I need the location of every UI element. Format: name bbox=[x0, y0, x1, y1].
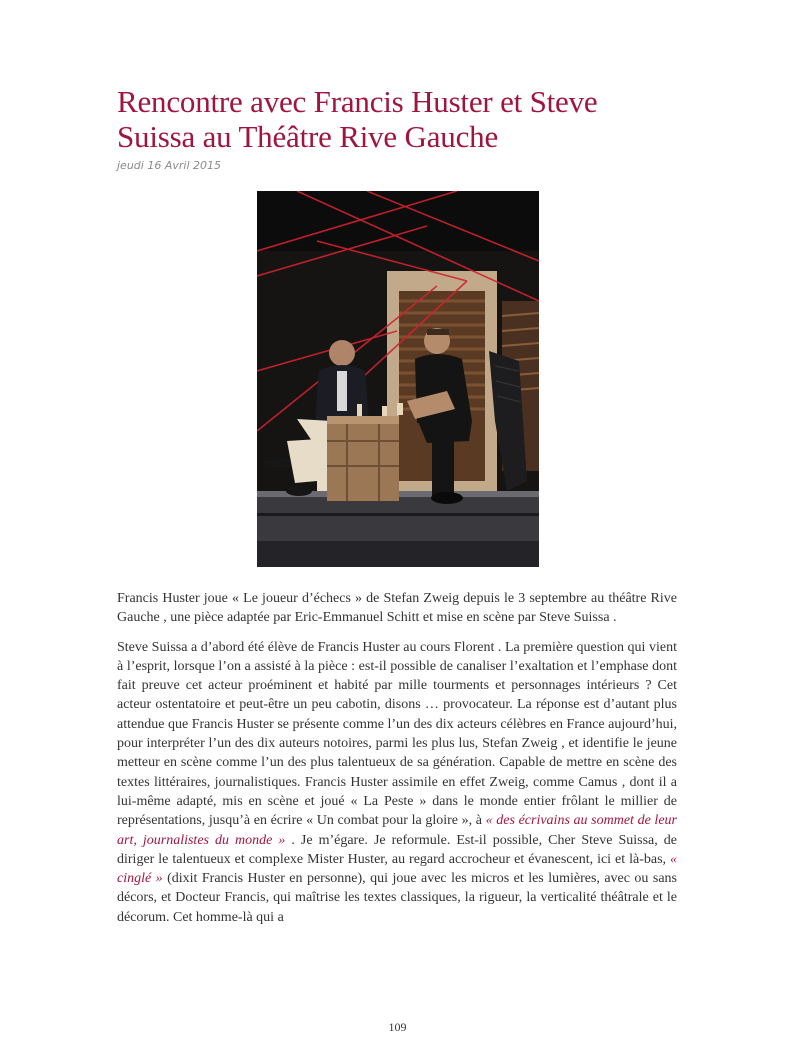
quote-cingle: « cinglé » bbox=[117, 851, 677, 887]
article-body bbox=[117, 589, 677, 937]
paragraph-1: Francis Huster joue « Le joueur d’échecs » de Stefan Zweig depuis le 3 septembre au théâtre Rive Gauche , une pièce adaptée par Eric-Emmanuel Schitt et mise en scène par Steve Suissa . bbox=[117, 591, 677, 626]
article-date: jeudi 16 Avril 2015 bbox=[117, 159, 221, 172]
page-number: 109 bbox=[388, 1020, 407, 1034]
quote-ecrivains: « des écrivains au sommet de leur art, journalistes du monde » bbox=[117, 813, 677, 848]
article-title: Rencontre avec Francis Huster et Steve Suissa au Théâtre Rive Gauche bbox=[117, 84, 598, 154]
paragraph-2 bbox=[117, 638, 677, 927]
paragraph-2-part-b: . Je m’égare. Je reformule. Est-il possible, Cher Steve Suissa, de diriger le talentueux et complexe Mister Huster, au regard accrocheur et évanescent, ici et là-bas, bbox=[117, 832, 677, 867]
stage-photo bbox=[257, 191, 539, 567]
paragraph-2-part-a: Steve Suissa a d’abord été élève de Francis Huster au cours Florent . La première question qui vient à l’esprit, lorsque l’on a assisté à la pièce : est-il possible de canaliser l’exaltation et l’emphase dont fait preuve cet acteur proéminent et habité par mille tourments et personnages intérieurs ? Cet acteur ostentatoire et peut-être un peu cabotin, disons … provocateur. La réponse est d’autant plus attendue que Francis Huster se présente comme l’un des dix acteurs célèbres en France aujourd’hui, pour interpréter l’un des dix auteurs notoires, parmi les plus lus, Stefan Zweig , et identifie le jeune metteur en scène comme l’un des plus talentueux de sa génération. Capable de mettre en scène des textes littéraires, journalistiques. Francis Huster assimile en effet Zweig, comme Camus , dont il a lui-même adapté, mis en scène et joué « La Peste » dans le monde entier frôlant le millier de représentations, jusqu’à en écrire « Un combat pour la gloire », à bbox=[117, 639, 677, 829]
paragraph-2-part-c: (dixit Francis Huster en personne), qui joue avec les micros et les lumières, avec ou sans décors, et Docteur Francis, qui maîtrise les textes classiques, la rigueur, la verticalité théâtrale et le décorum. Cet homme-là qui a bbox=[117, 871, 677, 925]
